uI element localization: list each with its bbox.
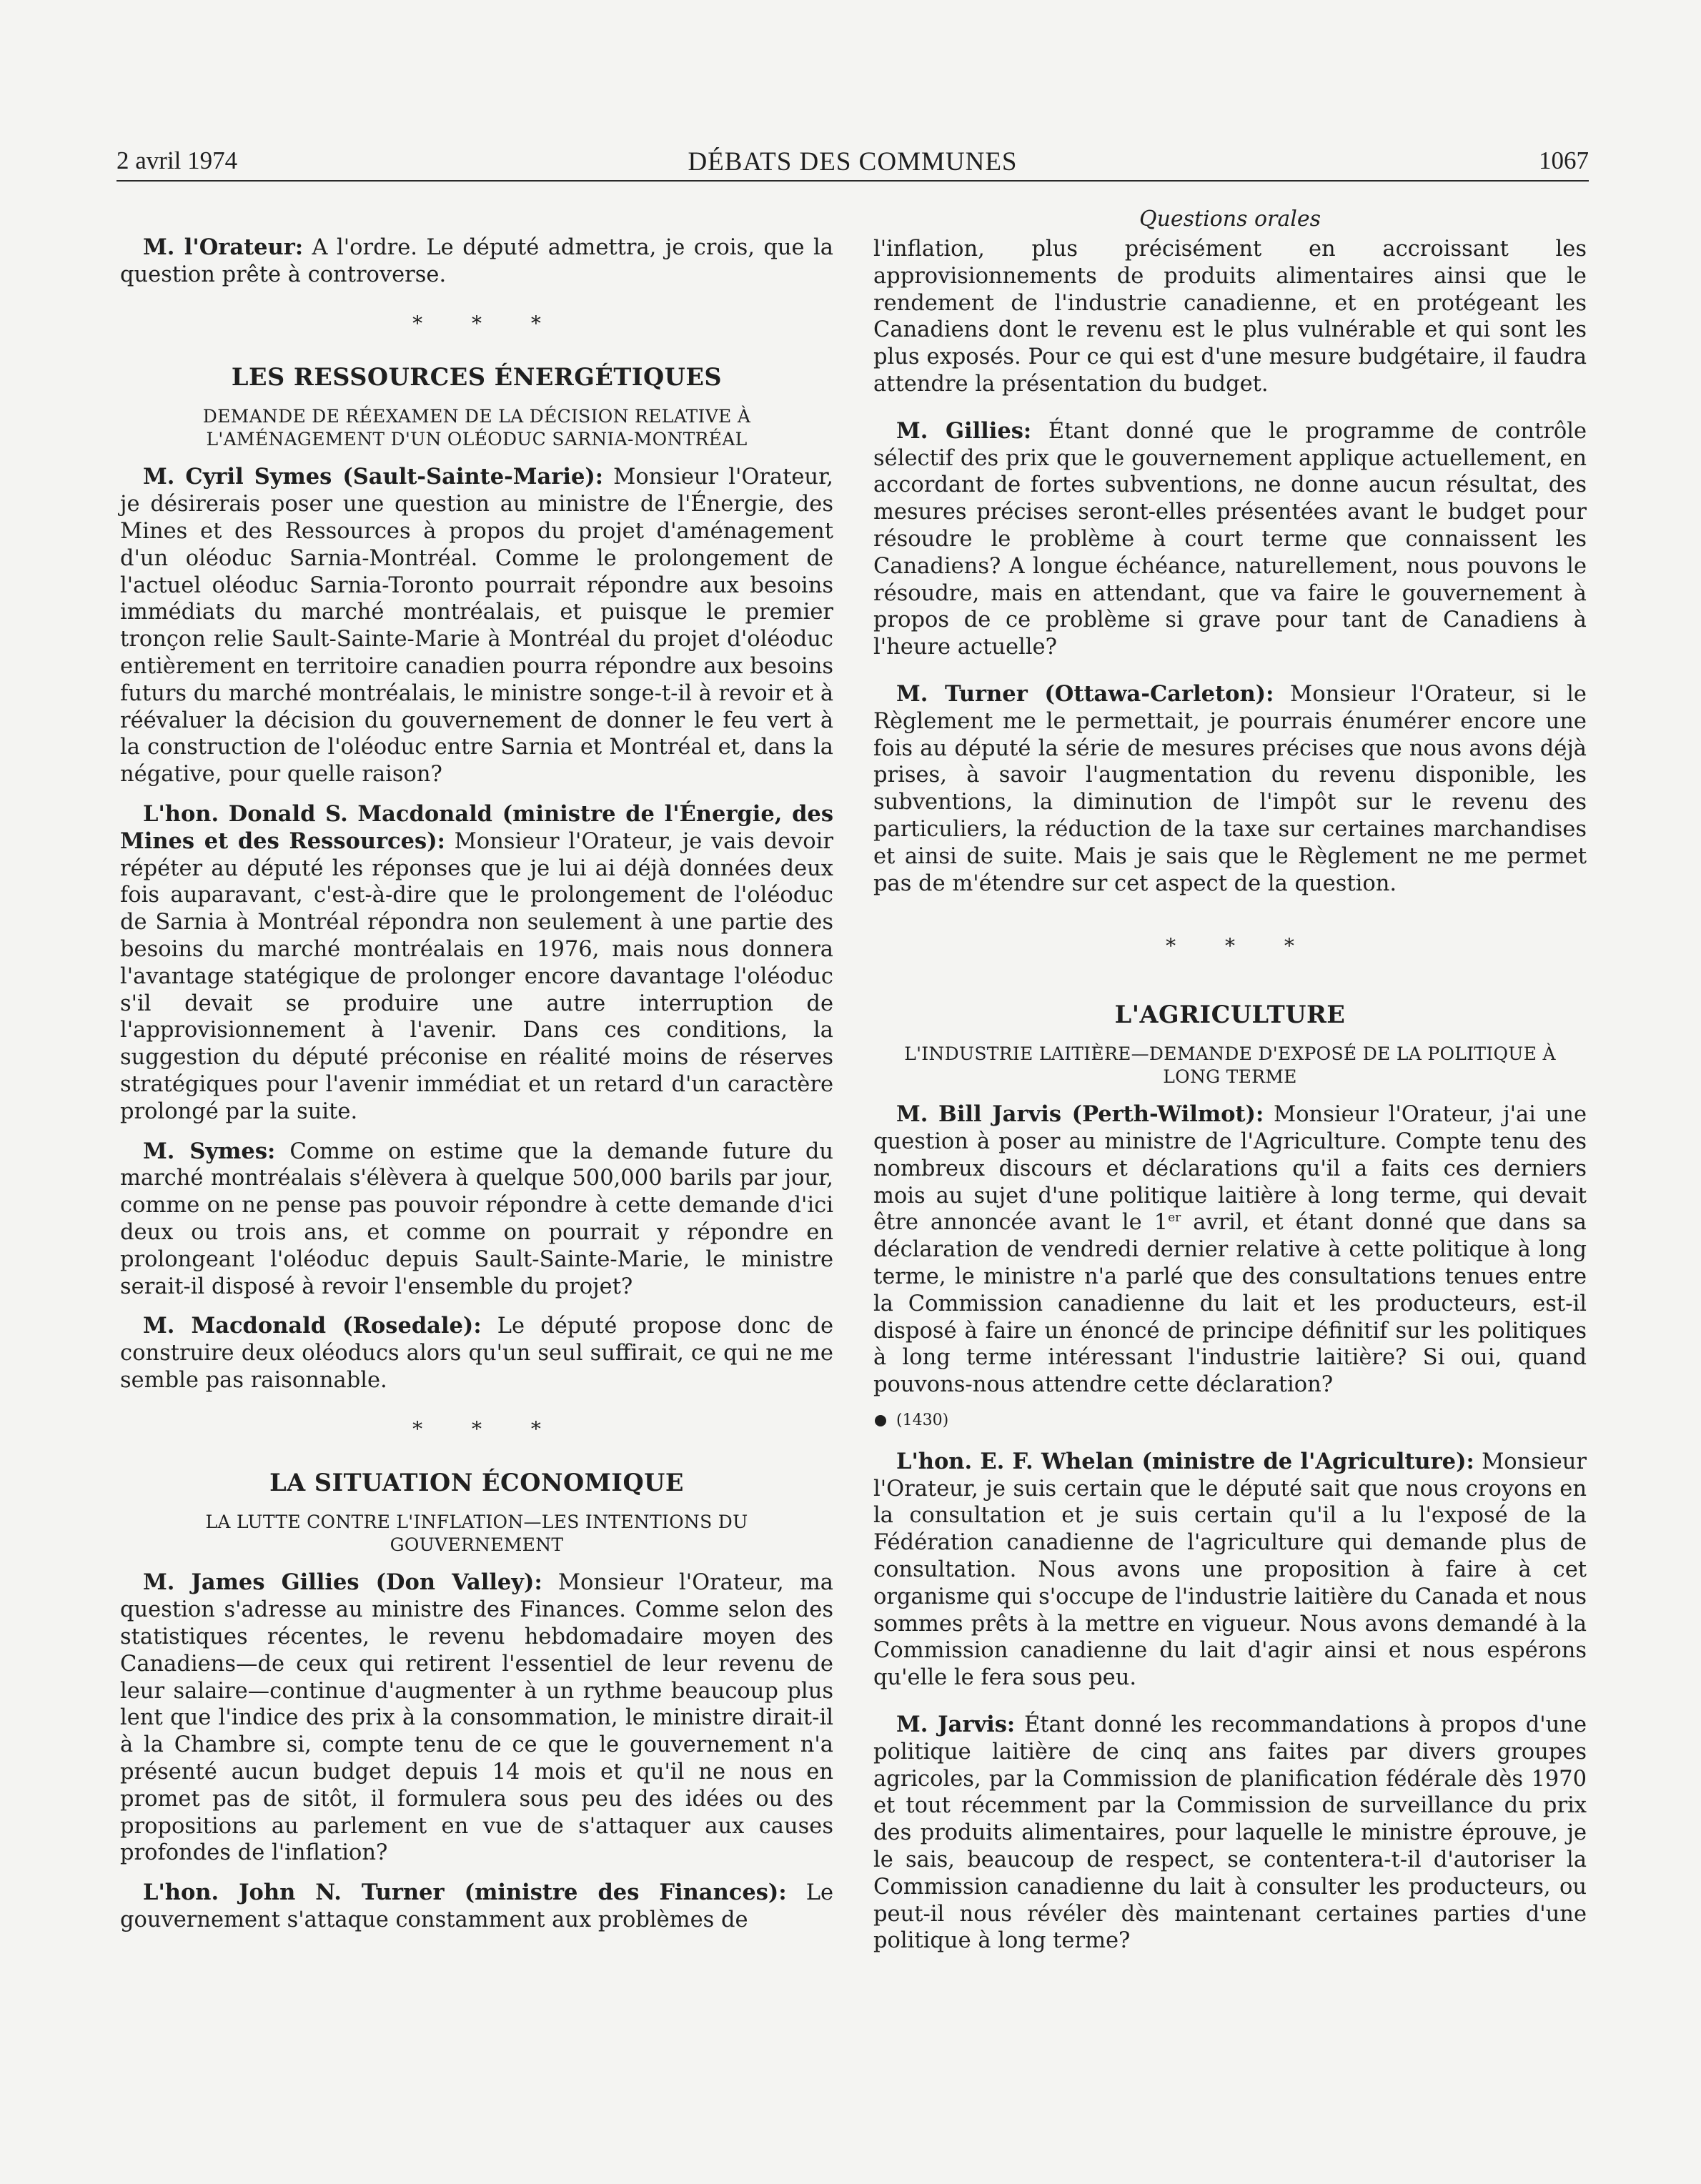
speech: Monsieur l'Orateur, je désirerais poser une question au ministre de l'Énergie, des Mines et des Ressources à propos du projet d'aménagement d'un oléoduc Sarnia-Montréal. Comme le prolongement de l'actuel oléoduc Sarnia-Toronto pourrait répondre aux besoins immédiats du marché montréalais, et puisque le premier tronçon relie Sault-Sainte-Marie à Montréal du projet d'oléoduc entièrement en territoire canadien pourra répondre aux besoins futurs du marché montréalais, le ministre songe-t-il à revoir et à réévaluer la décision du gouvernement de donner le feu vert à la construction de l'oléoduc entre Sarnia et Montréal et, dans la négative, pour quelle raison?	[120, 465, 833, 788]
bullet-icon	[875, 1415, 886, 1426]
speech: Monsieur l'Orateur, ma question s'adresse au ministre des Finances. Comme selon des statistiques récentes, le revenu hebdomadaire moyen des Canadiens—de ceux qui retirent l'essentiel de leur revenu de leur salaire—continue d'augmenter à un rythme beaucoup plus lent que l'indice des prix à la consommation, le ministre dirait-il à la Chambre si, compte tenu de ce que le gouvernement n'a présenté aucun budget depuis 14 mois et qu'il ne nous en promet pas de sitôt, il formulera sous peu des idées ou des propositions au parlement en vue de s'attaquer aux causes profondes de l'inflation?	[120, 1570, 833, 1866]
speaker: M. Jarvis:	[896, 1712, 1016, 1738]
speaker: M. Symes:	[143, 1138, 276, 1164]
paragraph	[873, 236, 1587, 398]
header-rule	[116, 180, 1589, 182]
header-title: DÉBATS DES COMMUNES	[688, 147, 1018, 177]
left-column	[120, 234, 833, 1934]
paragraph	[120, 1880, 833, 1934]
paragraph	[120, 1138, 833, 1301]
paragraph	[873, 1449, 1587, 1692]
speech: Le député propose donc de construire deux oléoducs alors qu'un seul suffirait, ce qui ne me semble pas raisonnable.	[120, 1314, 833, 1393]
speech: Comme on estime que la demande future du marché montréalais s'élèvera à quelque 500,000 barils par jour, comme on ne pense pas pouvoir répondre à cette demande d'ici deux ou trois ans, et comme on pourrait y répondre en prolongeant l'oléoduc depuis Sault-Sainte-Marie, le ministre serait-il disposé à revoir l'ensemble du projet?	[120, 1138, 833, 1299]
paragraph	[120, 801, 833, 1126]
speaker: M. l'Orateur:	[143, 234, 304, 260]
speech: Monsieur l'Orateur, je suis certain que le député sait que nous croyons en la consultation et je suis certain qu'il a lu l'exposé de la Fédération canadienne de l'agriculture qui demande plus de consultation. Nous avons une proposition à faire à cet organisme qui s'occupe de l'industrie laitière du Canada et nous sommes prêts à la mettre en vigueur. Nous avons demandé à la Commission canadienne du lait d'agir ainsi et nous espérons qu'elle le fera sous peu.	[873, 1449, 1587, 1691]
speaker: M. Gillies:	[896, 417, 1032, 444]
section-separator: * * *	[412, 1416, 562, 1441]
speaker: M. James Gillies (Don Valley):	[143, 1569, 542, 1596]
speech: avril, et étant donné que dans sa déclaration de vendredi dernier relative à cette politique à long terme, le ministre n'a parlé que des consultations tenues entre la Commission canadienne du lait et les producteurs, est-il disposé à faire un énoncé de principe définitif sur les politiques à long terme intéressant l'industrie laitière? Si oui, quand pouvons-nous attendre cette déclaration?	[873, 1210, 1587, 1398]
speech: Étant donné les recommandations à propos d'une politique laitière de cinq ans faites par divers groupes agricoles, par la Commission de planification fédérale dès 1970 et tout récemment par la Commission de surveillance du prix des produits alimentaires, pour laquelle le ministre éprouve, je le sais, beaucoup de respect, se contentera-t-il d'autoriser la Commission canadienne du lait à consulter les producteurs, ou peut-il nous révéler dès maintenant certaines parties d'une politique à long terme?	[873, 1712, 1587, 1954]
paragraph	[873, 418, 1587, 661]
running-head: Questions orales	[1139, 207, 1321, 232]
section-heading: L'AGRICULTURE	[1114, 1001, 1346, 1029]
section-separator: * * *	[1166, 934, 1316, 958]
speech: Monsieur l'Orateur, j'ai une question à poser au ministre de l'Agriculture. Compte tenu des nombreux discours et déclarations qu'il a faits ces derniers mois au sujet d'une politique laitière à long terme, qui devait être annoncée avant le 1	[873, 1102, 1587, 1236]
speech: Le gouvernement s'attaque constamment aux problèmes de	[120, 1880, 833, 1933]
subheading: L'INDUSTRIE LAITIÈRE—DEMANDE D'EXPOSÉ DE LA POLITIQUE À LONG TERME	[904, 1043, 1556, 1088]
speaker: M. Cyril Symes (Sault-Sainte-Marie):	[143, 464, 604, 490]
speaker: M. Turner (Ottawa-Carleton):	[896, 680, 1274, 707]
subheading: DEMANDE DE RÉEXAMEN DE LA DÉCISION RELATIVE À L'AMÉNAGEMENT D'UN OLÉODUC SARNIA-MONTRÉAL	[202, 406, 751, 450]
speaker: L'hon. John N. Turner (ministre des Finances):	[143, 1880, 787, 1906]
speaker: L'hon. Donald S. Macdonald (ministre de l'Énergie, des Mines et des Ressources):	[120, 800, 833, 854]
section-separator: * * *	[412, 311, 562, 335]
page-header	[116, 147, 1589, 182]
header-page-number: 1067	[1539, 147, 1589, 174]
speaker: L'hon. E. F. Whelan (ministre de l'Agriculture):	[896, 1448, 1474, 1474]
speech: Monsieur l'Orateur, si le Règlement me le permettait, je pourrais énumérer encore une fois au député la série de mesures précises que nous avons déjà prises, à savoir l'augmentation du revenu disponible, les subventions, la diminution de l'impôt sur le revenu des particuliers, la réduction de la taxe sur certaines marchandises et ainsi de suite. Mais je sais que le Règlement ne me permet pas de m'étendre sur cet aspect de la question.	[873, 681, 1587, 896]
speech: l'inflation, plus précisément en accroissant les approvisionnements de produits alimentaires ainsi que le rendement de l'industrie canadienne, et en protégeant les Canadiens dont le revenu est le plus vulnérable et qui sont les plus exposés. Pour ce qui est d'une mesure budgétaire, il faudra attendre la présentation du budget.	[873, 237, 1587, 397]
section-heading: LES RESSOURCES ÉNERGÉTIQUES	[231, 363, 723, 392]
speaker: M. Macdonald (Rosedale):	[143, 1313, 482, 1339]
subheading: LA LUTTE CONTRE L'INFLATION—LES INTENTIONS DU GOUVERNEMENT	[205, 1512, 748, 1556]
paragraph	[120, 1569, 833, 1867]
paragraph	[873, 1712, 1587, 1955]
speech: Monsieur l'Orateur, je vais devoir répéter au député les réponses que je lui ai déjà données deux fois auparavant, c'est-à-dire que le prolongement de l'oléoduc de Sarnia à Montréal répondra non seulement à une partie des besoins du marché montréalais en 1976, mais nous donnera l'avantage statégique de prolonger encore davantage l'oléoduc s'il devait se produire une autre interruption de l'approvisionnement à l'avenir. Dans ces conditions, la suggestion du député préconise en réalité moins de réserves stratégiques pour l'avenir immédiat et un retard d'un caractère prolongé par la suite.	[120, 828, 833, 1124]
paragraph	[873, 1101, 1587, 1399]
speech: A l'ordre. Le député admettra, je crois, que la question prête à controverse.	[120, 235, 833, 287]
right-column	[873, 236, 1587, 1955]
time-marker	[873, 1407, 1587, 1434]
paragraph	[120, 464, 833, 788]
speech: Étant donné que le programme de contrôle sélectif des prix que le gouvernement applique actuellement, en accordant de fortes subventions, ne donne aucun résultat, des mesures précises seront-elles présentées avant le budget pour résoudre le problème à court terme que connaissent les Canadiens? A longue échéance, naturellement, nous pouvons le résoudre, mais en attendant, que va faire le gouvernement à propos de ce problème si grave pour tant de Canadiens à l'heure actuelle?	[873, 418, 1587, 660]
superscript: er	[1168, 1211, 1181, 1226]
section-heading: LA SITUATION ÉCONOMIQUE	[269, 1469, 684, 1497]
time-marker-text: (1430)	[896, 1411, 949, 1429]
paragraph	[873, 681, 1587, 897]
speaker: M. Bill Jarvis (Perth-Wilmot):	[896, 1101, 1264, 1128]
paragraph	[120, 234, 833, 289]
header-date: 2 avril 1974	[116, 147, 238, 174]
paragraph	[120, 1313, 833, 1394]
